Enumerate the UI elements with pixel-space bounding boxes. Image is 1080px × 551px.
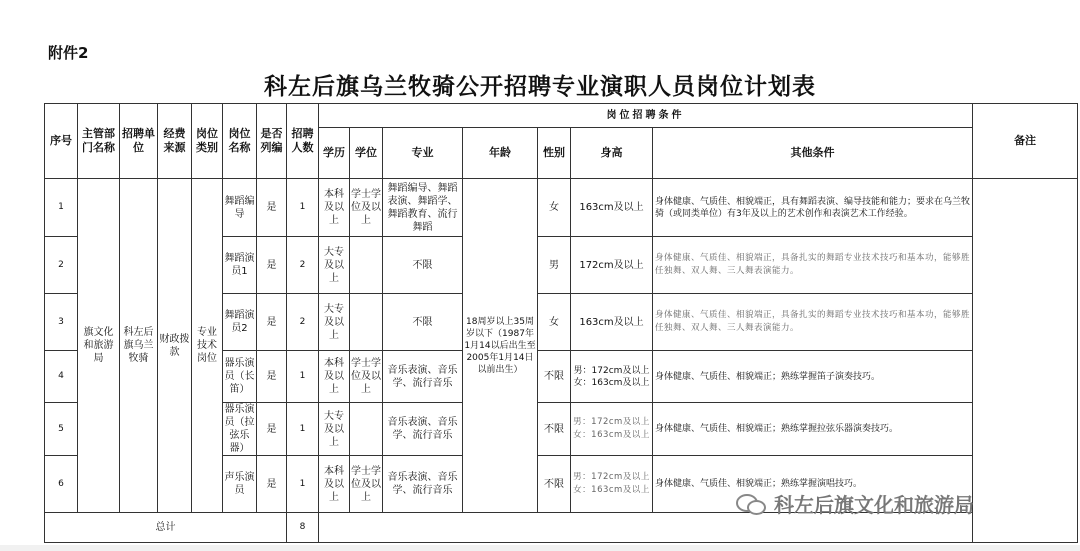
- cell-other: 身体健康、气质佳、相貌端正；熟练掌握拉弦乐器演奏技巧。: [653, 403, 973, 456]
- cell-degree: [350, 294, 383, 351]
- cell-gender: 女: [538, 294, 571, 351]
- height-female: 女：163cm及以上: [573, 430, 650, 440]
- attachment-label: 附件2: [48, 44, 89, 62]
- header-other: 其他条件: [653, 128, 973, 179]
- cell-listed: 是: [257, 294, 287, 351]
- header-dept: 主管部门名称: [78, 104, 120, 179]
- cell-seq: 4: [45, 351, 78, 403]
- cell-education: 本科及以上: [319, 456, 350, 513]
- cell-education: 大专及以上: [319, 294, 350, 351]
- cell-gender: 不限: [538, 403, 571, 456]
- cell-major: 舞蹈编导、舞蹈表演、舞蹈学、舞蹈教育、流行舞蹈: [383, 179, 463, 237]
- cell-major: 音乐表演、音乐学、流行音乐: [383, 351, 463, 403]
- height-male: 男：172cm及以上: [573, 417, 650, 427]
- cell-age: 18周岁以上35周岁以下（1987年1月14以后出生至2005年1月14日以前出生）: [463, 179, 538, 513]
- cell-seq: 1: [45, 179, 78, 237]
- header-funding: 经费来源: [158, 104, 192, 179]
- cell-degree: 学士学位及以上: [350, 179, 383, 237]
- cell-major: 不限: [383, 294, 463, 351]
- cell-post-type: 专业技术岗位: [192, 179, 223, 513]
- page-title: 科左后旗乌兰牧骑公开招聘专业演职人员岗位计划表: [264, 73, 816, 100]
- watermark-text: 科左后旗文化和旅游局: [774, 493, 974, 517]
- cell-count: 1: [287, 403, 319, 456]
- cell-listed: 是: [257, 237, 287, 294]
- cell-count: 2: [287, 294, 319, 351]
- header-degree: 学位: [350, 128, 383, 179]
- cell-post-name: 舞蹈演员1: [223, 237, 257, 294]
- cell-count: 1: [287, 351, 319, 403]
- cell-gender: 男: [538, 237, 571, 294]
- height-male: 男：172cm及以上: [573, 365, 650, 376]
- cell-listed: 是: [257, 456, 287, 513]
- cell-listed: 是: [257, 351, 287, 403]
- cell-post-name: 器乐演员（长笛）: [223, 351, 257, 403]
- header-major: 专业: [383, 128, 463, 179]
- cell-degree: 学士学位及以上: [350, 351, 383, 403]
- cell-gender: 女: [538, 179, 571, 237]
- cell-gender: 不限: [538, 351, 571, 403]
- cell-post-name: 舞蹈演员2: [223, 294, 257, 351]
- cell-count: 1: [287, 179, 319, 237]
- cell-funding: 财政拨款: [158, 179, 192, 513]
- bottom-strip: [0, 545, 1080, 551]
- cell-remark: [973, 179, 1078, 543]
- cell-seq: 6: [45, 456, 78, 513]
- cell-listed: 是: [257, 403, 287, 456]
- cell-education: 大专及以上: [319, 237, 350, 294]
- cell-count: 1: [287, 456, 319, 513]
- wechat-icon: [736, 494, 766, 514]
- cell-other: 身体健康、气质佳、相貌端正，具备扎实的舞蹈专业技术技巧和基本功，能够胜任独舞、双人舞、三人舞表演能力。: [653, 237, 973, 294]
- header-count: 招聘人数: [287, 104, 319, 179]
- cell-post-name: 声乐演员: [223, 456, 257, 513]
- height-female: 女：163cm及以上: [573, 485, 650, 495]
- table-row: [45, 179, 1078, 237]
- cell-dept: 旗文化和旅游局: [78, 179, 120, 513]
- cell-height: 163cm及以上: [571, 179, 653, 237]
- total-count: 8: [287, 513, 319, 543]
- cell-degree: [350, 237, 383, 294]
- cell-count: 2: [287, 237, 319, 294]
- cell-height: 172cm及以上: [571, 237, 653, 294]
- cell-post-name: 舞蹈编导: [223, 179, 257, 237]
- cell-seq: 2: [45, 237, 78, 294]
- header-age: 年龄: [463, 128, 538, 179]
- cell-major: 音乐表演、音乐学、流行音乐: [383, 403, 463, 456]
- cell-other: 身体健康、气质佳、相貌端正，具备扎实的舞蹈专业技术技巧和基本功，能够胜任独舞、双人舞、三人舞表演能力。: [653, 294, 973, 351]
- recruitment-table: [44, 103, 1078, 543]
- header-gender: 性别: [538, 128, 571, 179]
- cell-education: 本科及以上: [319, 351, 350, 403]
- height-male: 男：172cm及以上: [573, 472, 650, 482]
- cell-education: 大专及以上: [319, 403, 350, 456]
- watermark: [736, 489, 974, 518]
- cell-seq: 3: [45, 294, 78, 351]
- cell-height: [571, 351, 653, 403]
- header-education: 学历: [319, 128, 350, 179]
- cell-other: 身体健康、气质佳、相貌端正；熟练掌握演唱技巧。: [653, 456, 973, 513]
- cell-other: 身体健康、气质佳、相貌端正，具有舞蹈表演、编导技能和能力；要求在乌兰牧骑（或同类单位）有3年及以上的艺术创作和表演艺术工作经验。: [653, 179, 973, 237]
- cell-post-name: 器乐演员（拉弦乐器）: [224, 404, 255, 454]
- header-seq: 序号: [45, 104, 78, 179]
- cell-gender: 不限: [538, 456, 571, 513]
- total-label: 总计: [45, 513, 287, 543]
- header-post-type: 岗位类别: [192, 104, 223, 179]
- cell-height: [571, 403, 653, 456]
- header-height: 身高: [571, 128, 653, 179]
- header-post-name: 岗位名称: [223, 104, 257, 179]
- cell-seq: 5: [45, 403, 78, 456]
- cell-listed: 是: [257, 179, 287, 237]
- header-remark: 备注: [973, 104, 1078, 179]
- header-listed: 是否列编: [257, 104, 287, 179]
- cell-education: 本科及以上: [319, 179, 350, 237]
- height-female: 女：163cm及以上: [573, 377, 650, 388]
- cell-degree: [350, 403, 383, 456]
- header-conditions: 岗位招聘条件: [319, 104, 973, 128]
- cell-major: 音乐表演、音乐学、流行音乐: [383, 456, 463, 513]
- cell-unit: 科左后旗乌兰牧骑: [120, 179, 158, 513]
- cell-degree: 学士学位及以上: [350, 456, 383, 513]
- header-unit: 招聘单位: [120, 104, 158, 179]
- cell-other: 身体健康、气质佳、相貌端正；熟练掌握笛子演奏技巧。: [653, 351, 973, 403]
- cell-height: [571, 456, 653, 513]
- header-row-1: [45, 104, 1078, 128]
- cell-height: 163cm及以上: [571, 294, 653, 351]
- cell-major: 不限: [383, 237, 463, 294]
